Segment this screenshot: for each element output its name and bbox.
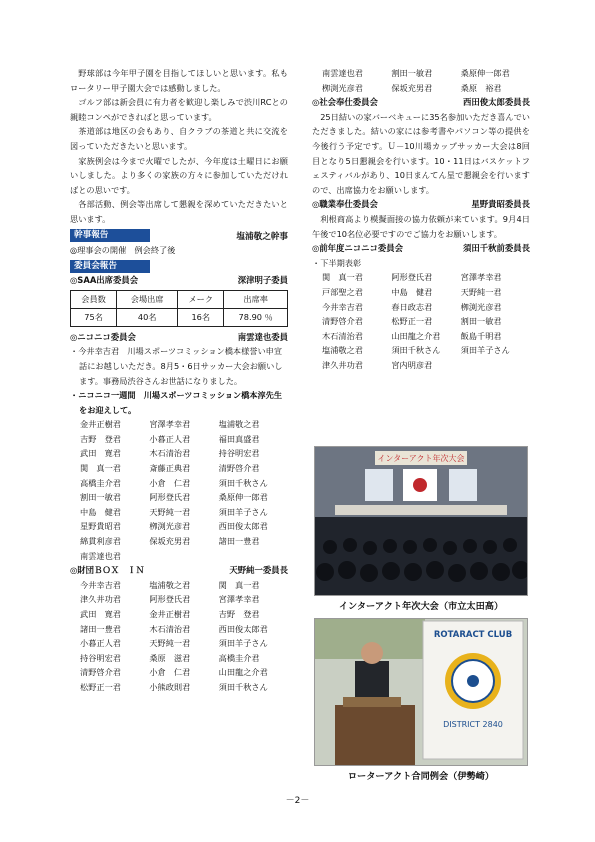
member-name: 吉野 登君 — [80, 433, 121, 444]
member-name: 栁渕光彦君 — [460, 301, 502, 312]
member-name: 割田一敏君 — [80, 492, 121, 503]
interact-banner: インターアクト年次大会 — [377, 454, 465, 463]
kanji-person: 塩浦敬之幹事 — [236, 231, 288, 242]
member-name: 津久井功君 — [322, 359, 363, 370]
table-cell: 75名 — [71, 308, 117, 326]
shakai-text: 25日結いの家バーベキューに35名参加いただき喜んでいただきました。結いの家には参考書やパソコン等の提供を今後行う予定です。Ｕ－10川場カップサッカー大会は8回目となり5日懇親会を行います。10・11日はバスケットフェスティバルがあり、10日まんてん星で懇親会を行いますので、出席協力をお願いします。 — [312, 111, 530, 195]
zennendo-person: 須田千秋前委員長 — [463, 243, 530, 254]
member-name: 持谷明宏君 — [80, 652, 121, 663]
member-name: 塩浦敬之君 — [218, 419, 260, 430]
member-name: 武田 寛君 — [80, 448, 121, 459]
member-name: 阿形登氏君 — [391, 272, 433, 283]
member-name: 木石清治君 — [322, 330, 363, 341]
member-name: 金井正樹君 — [80, 419, 121, 430]
member-name: 宮澤孝幸君 — [460, 272, 502, 283]
shakai-person: 西田俊太郎委員長 — [463, 97, 530, 108]
zennendo-title: ◎前年度ニコニコ委員会 — [312, 243, 404, 254]
member-name: 小熊政則君 — [149, 681, 191, 692]
attendance-table — [70, 290, 288, 327]
table-row — [71, 308, 288, 326]
member-name: 松野正一君 — [80, 681, 121, 692]
member-name: 須田羊子さん — [460, 345, 510, 356]
niko-title: ◎ニコニコ委員会 — [70, 331, 136, 342]
table-header-cell: 会場出席 — [117, 290, 178, 308]
member-name: 南雲達也君 — [322, 68, 363, 78]
kanji-tag: 幹事報告 — [70, 229, 150, 242]
member-name: 栁渕光彦君 — [149, 521, 191, 532]
member-name: 福田真盛君 — [218, 433, 260, 444]
member-name: 吉野 登君 — [218, 609, 260, 619]
member-name: 津久井功君 — [80, 594, 121, 605]
table-header-cell: 会員数 — [71, 290, 117, 308]
member-name: 中島 健君 — [80, 506, 121, 517]
member-name: 桑原 裕君 — [460, 82, 502, 93]
zennendo-header — [312, 241, 530, 256]
member-name: 清野啓介君 — [80, 667, 121, 678]
paragraph: 各部活動、例会等出席して懇親を深めていただきたいと思います。 — [70, 199, 288, 224]
member-name: 須田千秋さん — [218, 681, 268, 692]
page-number: －2－ — [285, 796, 310, 806]
member-name: 須田千秋さん — [391, 345, 441, 356]
member-name: 天野純一君 — [149, 638, 191, 649]
member-name: 阿形登氏君 — [149, 492, 191, 503]
right-column — [312, 66, 530, 372]
member-name: 清野啓介君 — [322, 316, 363, 327]
member-name: 山田龍之介君 — [218, 667, 268, 678]
member-name: 天野純一君 — [149, 506, 191, 517]
member-name: 南雲達也君 — [80, 550, 121, 561]
member-name: 小倉 仁君 — [149, 477, 191, 488]
rotaract-club-text: ROTARACT CLUB — [433, 630, 513, 640]
member-name: 西田俊太郎君 — [218, 623, 268, 634]
member-name: 中島 健君 — [391, 286, 433, 297]
niko-names — [70, 417, 288, 563]
member-name: 桑原伸一郎君 — [218, 492, 268, 503]
member-name: 戸部聖之君 — [322, 286, 363, 297]
district-text: DISTRICT 2840 — [443, 720, 503, 729]
shokugyo-person: 星野貴昭委員長 — [471, 199, 530, 210]
saa-header — [70, 273, 288, 288]
member-name: 今井幸吉君 — [322, 301, 363, 312]
member-name: 斎藤正典君 — [149, 463, 191, 474]
member-name: 保坂充男君 — [391, 82, 433, 93]
member-name: 木石清治君 — [149, 623, 191, 634]
committee-header — [70, 259, 288, 273]
saa-title: ◎SAA出席委員会 — [70, 275, 139, 286]
interact-photo-image — [315, 447, 527, 595]
shokugyo-header — [312, 197, 530, 212]
member-name: 須田千秋さん — [218, 477, 268, 488]
rotaract-photo — [314, 618, 528, 766]
member-name: 関 真一君 — [322, 272, 363, 283]
member-name: 塩浦敬之君 — [149, 579, 191, 590]
member-name: 小暮正人君 — [80, 638, 121, 649]
rotaract-caption: ローターアクト合同例会（伊勢崎） — [347, 771, 495, 782]
interact-caption: インターアクト年次大会（市立太田高） — [338, 601, 504, 612]
shakai-header — [312, 95, 530, 110]
kanji-section-header — [70, 229, 288, 243]
member-name: 割田一敏君 — [460, 316, 502, 327]
committee-tag: 委員会報告 — [70, 260, 150, 273]
table-cell: 16名 — [178, 308, 224, 326]
member-name: 飯島千明君 — [460, 330, 502, 341]
zaidan-header — [70, 563, 288, 578]
member-name: 清野啓介君 — [218, 463, 260, 474]
member-name: 諸田一豊君 — [80, 623, 121, 634]
member-name: 春日政志君 — [391, 301, 433, 312]
member-name: 桑原伸一郎君 — [460, 68, 510, 78]
member-name: 天野純一君 — [460, 286, 502, 297]
member-name: 栁渕光彦君 — [322, 82, 363, 93]
zennendo-sub: ・下半期表彰 — [312, 257, 362, 268]
member-name: 今井幸吉君 — [80, 579, 121, 590]
member-name: 小暮正人君 — [149, 433, 191, 444]
member-name: 関 真一君 — [218, 579, 260, 590]
niko-person: 南雲達也委員 — [237, 331, 288, 342]
table-header-row — [71, 290, 288, 308]
member-name: 諸田一豊君 — [218, 536, 260, 547]
paragraph: 家族例会は今まで火曜でしたが、今年度は土曜日にお願いしました。より多くの家族の方々に参加していただければとの思いです。 — [70, 155, 288, 195]
continued-names — [312, 66, 530, 95]
member-name: 西田俊太郎君 — [218, 521, 268, 532]
saa-person: 深津明子委員 — [237, 275, 288, 286]
member-name: 保坂充男君 — [149, 536, 191, 547]
member-name: 宮澤孝幸君 — [149, 419, 191, 430]
shakai-title: ◎社会奉仕委員会 — [312, 97, 378, 108]
shokugyo-text: 利根商高より模擬面接の協力依頼が来ています。9月4日午後で10名位必要ですのでご協力をお願いします。 — [312, 213, 530, 239]
member-name: 関 真一君 — [80, 463, 121, 474]
member-name: 塩浦敬之君 — [322, 345, 363, 356]
member-name: 武田 寛君 — [80, 609, 121, 619]
member-name: 須田羊子さん — [218, 638, 268, 649]
zaidan-names — [70, 578, 288, 695]
shokugyo-title: ◎職業奉仕委員会 — [312, 199, 378, 210]
member-name: 高橋圭介君 — [80, 477, 121, 488]
table-header-cell: 出席率 — [224, 290, 288, 308]
member-name: 持谷明宏君 — [218, 448, 260, 459]
member-name: 山田龍之介君 — [391, 330, 441, 341]
member-name: 綿貫利彦君 — [80, 536, 121, 547]
member-name: 宮内明彦君 — [391, 359, 433, 370]
niko-header — [70, 330, 288, 345]
rotaract-photo-image — [315, 619, 527, 765]
member-name: 小倉 仁君 — [149, 667, 191, 678]
member-name: 阿形登氏君 — [149, 594, 191, 605]
interact-photo — [314, 446, 528, 596]
member-name: 松野正一君 — [391, 316, 433, 327]
kanji-line: ◎理事会の開催 例会終了後 — [70, 244, 176, 255]
niko-bullet: ・今井幸吉君 川場スポーツコミッション橋本様誉い申宣話にお越しいただき。8月5・6日サッカー大会お願いします。事務局渋谷さんお世話になりました。 — [70, 346, 283, 386]
member-name: 星野貴昭君 — [80, 521, 121, 532]
table-header-cell: メーク — [178, 290, 224, 308]
table-cell: 78.90 ％ — [224, 308, 288, 326]
paragraph: 野球部は今年甲子園を目指してほしいと思います。私もロータリー甲子園大会では感動しました。 — [70, 68, 288, 93]
member-name: 木石清治君 — [149, 448, 191, 459]
left-column — [70, 66, 288, 695]
zennendo-names — [312, 270, 530, 372]
member-name: 須田羊子さん — [218, 506, 268, 517]
member-name: 金井正樹君 — [149, 609, 191, 619]
member-name: 割田一敏君 — [391, 68, 433, 78]
table-cell: 40名 — [117, 308, 178, 326]
zaidan-person: 天野純一委員長 — [229, 565, 288, 576]
member-name: 宮澤孝幸君 — [218, 594, 260, 605]
member-name: 高橋圭介君 — [218, 652, 260, 663]
member-name: 桑原 滋君 — [149, 652, 191, 663]
paragraph: 茶道部は地区の会もあり、自クラブの茶道と共に交流を図っていただきたいと思います。 — [70, 126, 288, 151]
paragraph: ゴルフ部は新会員に有力者を歓迎し楽しみで渋川RCとの親睦コンペができればと思っています。 — [70, 97, 288, 122]
zaidan-title: ◎財団ＢＯＸ ＩＮ — [70, 565, 145, 576]
niko-bullet: ・ニコニコ一週間 川場スポーツコミッション橋本淳先生をお迎えして。 — [70, 390, 283, 415]
